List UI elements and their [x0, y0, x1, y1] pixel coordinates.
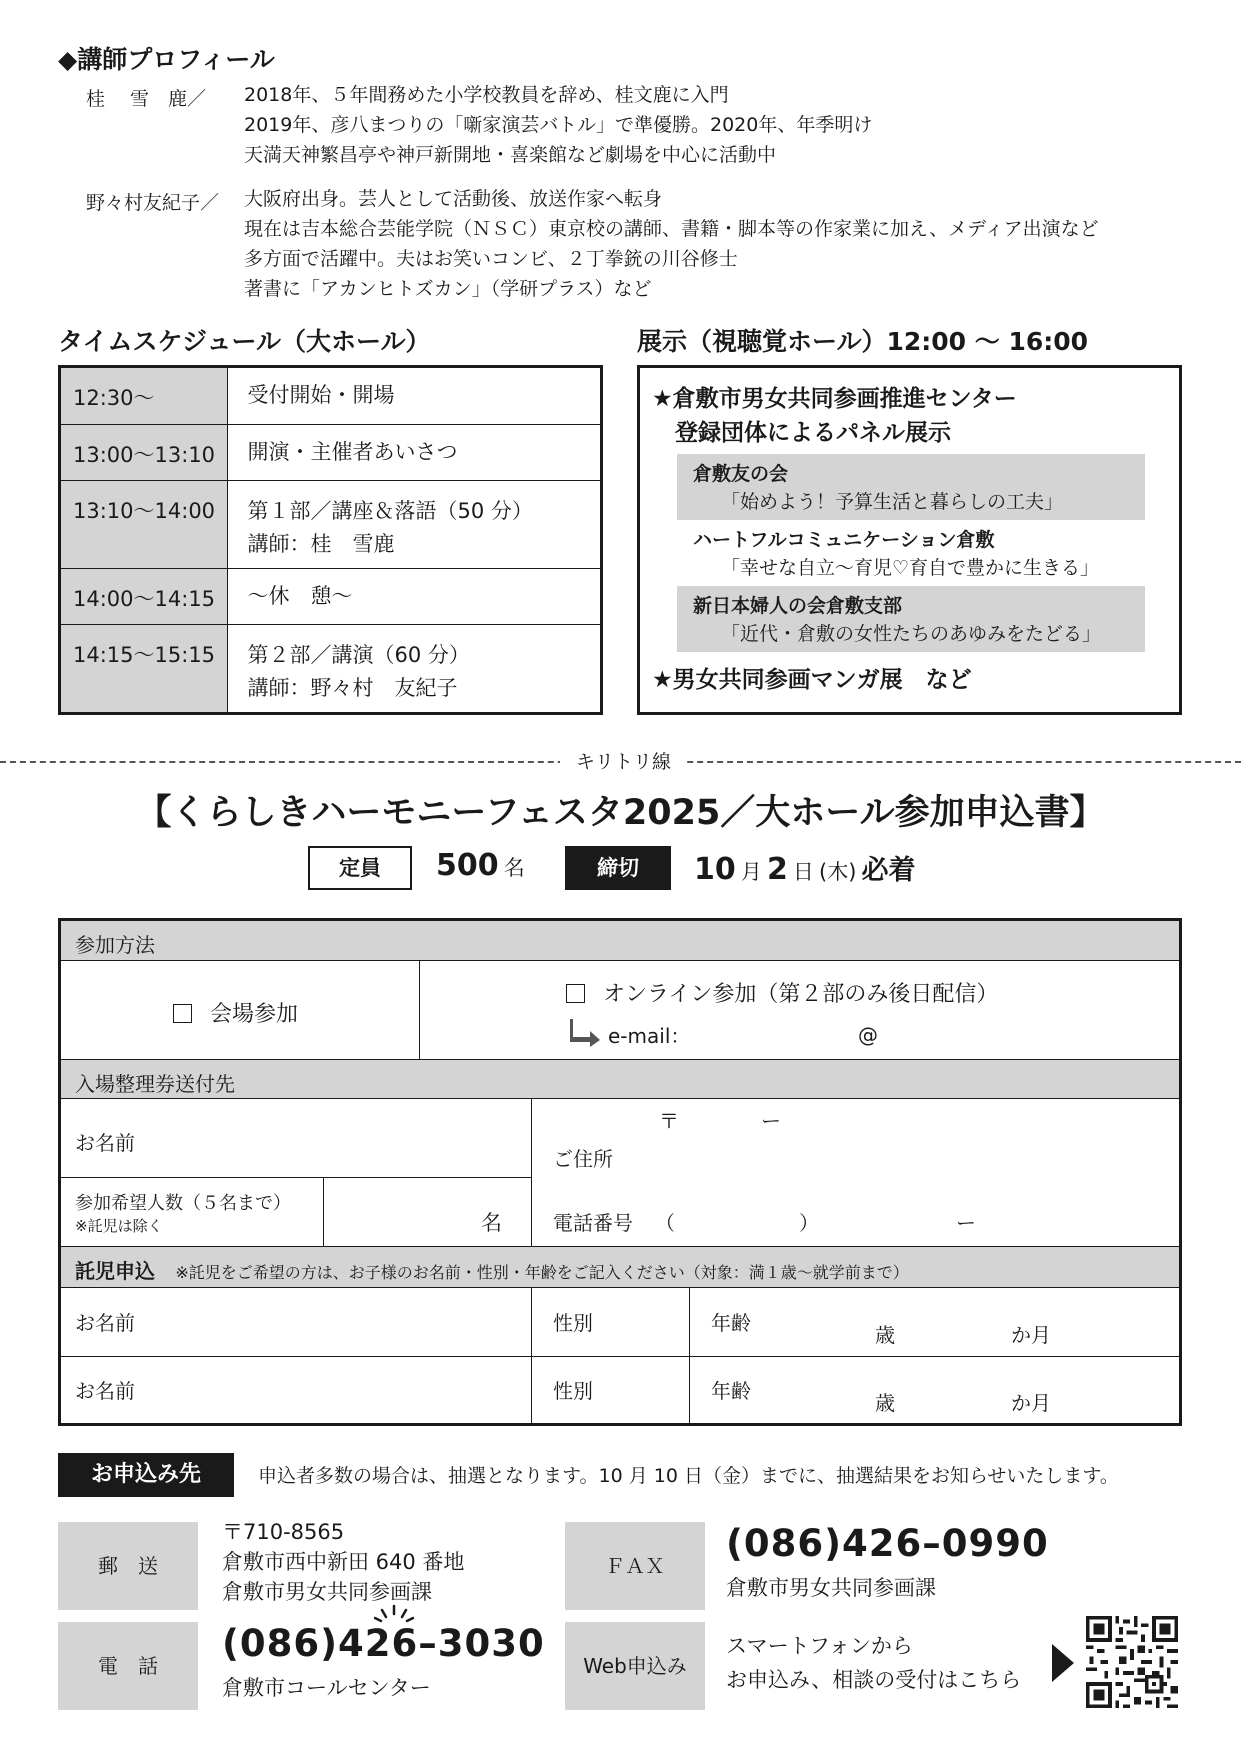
bio-line: 多方面で活躍中。夫はお笑いコンビ、２丁拳銃の川谷修士 — [244, 248, 738, 270]
count-field[interactable]: 名 — [481, 1211, 502, 1235]
postal-dash: ー — [761, 1109, 781, 1133]
method-header: 参加方法 — [61, 921, 1179, 961]
schedule-time: 13:10～14:00 — [61, 480, 227, 568]
child-age-field[interactable]: 年齢 — [711, 1311, 751, 1335]
bio-line: 天満天神繁昌亭や神戸新開地・喜楽館など劇場を中心に活動中 — [244, 144, 777, 166]
age-years-unit: 歳 — [875, 1323, 895, 1347]
child-name-field[interactable]: お名前 — [75, 1379, 135, 1403]
fax-dept: 倉敷市男女共同参画課 — [726, 1576, 936, 1600]
ticket-header: 入場整理券送付先 — [61, 1059, 1179, 1099]
qr-code-icon[interactable] — [1086, 1616, 1178, 1708]
lecturer-name: 野々村友紀子／ — [86, 192, 220, 214]
bio-line: 2019年、彦八まつりの「噺家演芸バトル」で準優勝。2020年、年季明け — [244, 114, 873, 136]
phone-close: ） — [799, 1211, 819, 1235]
exhibit-box — [637, 365, 1182, 715]
web-label: Web申込み — [565, 1622, 705, 1710]
lecturer-bio — [244, 184, 1099, 304]
checkbox[interactable] — [173, 1004, 192, 1023]
address-field[interactable]: ご住所 — [553, 1147, 613, 1171]
schedule-row — [61, 624, 600, 712]
schedule-time: 13:00～13:10 — [61, 424, 227, 480]
profile-heading: ◆講師プロフィール — [58, 45, 275, 74]
mail-label: 郵 送 — [58, 1522, 198, 1610]
exhibit-heading: 展示（視聴覚ホール）12:00 ～ 16:00 — [637, 327, 1089, 356]
schedule-row — [61, 480, 600, 568]
schedule-row — [61, 368, 600, 424]
postal-mark: 〒 — [659, 1109, 679, 1133]
exhibit-item: 倉敷友の会 「始めよう！予算生活と暮らしの工夫」 — [677, 454, 1145, 520]
child-gender-field[interactable]: 性別 — [553, 1311, 593, 1335]
checkbox[interactable] — [566, 984, 585, 1003]
schedule-time: 12:30～ — [61, 368, 227, 424]
cut-line-label: キリトリ線 — [560, 747, 687, 774]
phone-label: 電 話 — [58, 1622, 198, 1710]
mail-address: 〒710-8565 倉敷市西中新田 640 番地 倉敷市男女共同参画課 — [222, 1520, 465, 1604]
schedule-heading: タイムスケジュール（大ホール） — [58, 327, 431, 356]
bio-line: 2018年、５年間務めた小学校教員を辞め、桂文鹿に入門 — [244, 84, 729, 106]
schedule-time: 14:00～14:15 — [61, 568, 227, 624]
schedule-event: 受付開始・開場 — [227, 368, 600, 424]
schedule-row — [61, 424, 600, 480]
phone-open: （ — [655, 1211, 675, 1235]
schedule-time: 14:15～15:15 — [61, 624, 227, 712]
schedule-row — [61, 568, 600, 624]
fax-label: ＦＡＸ — [565, 1522, 705, 1610]
age-months-unit: か月 — [1011, 1323, 1051, 1347]
venue-option[interactable]: 会場参加 — [173, 997, 298, 1028]
child-name-field[interactable]: お名前 — [75, 1311, 135, 1335]
application-form — [58, 918, 1182, 1426]
bio-line: 著書に「アカンヒトズカン」（学研プラス）など — [244, 278, 652, 300]
child-age-field[interactable]: 年齢 — [711, 1379, 751, 1403]
email-at: @ — [858, 1023, 878, 1047]
phone-number[interactable]: (086)426–3030 — [222, 1622, 545, 1665]
count-label: 参加希望人数（５名まで） ※託児は除く — [75, 1193, 291, 1235]
schedule-table — [58, 365, 603, 715]
play-arrow-icon — [1052, 1644, 1074, 1682]
lecturer-bio — [244, 80, 872, 170]
exhibit-star-item: ★倉敷市男女共同参画推進センター 登録団体によるパネル展示 — [652, 386, 1017, 446]
apply-tag: お申込み先 — [58, 1453, 234, 1497]
deadline-label: 締切 — [565, 846, 671, 890]
phone-dash: ー — [956, 1211, 976, 1235]
fax-number: (086)426–0990 — [726, 1522, 1049, 1565]
schedule-event: 第１部／講座＆落語（50 分） 講師：桂 雪鹿 — [227, 480, 600, 568]
schedule-event: 開演・主催者あいさつ — [227, 424, 600, 480]
web-text: スマートフォンから お申込み、相談の受付はこちら — [726, 1634, 1022, 1692]
apply-note: 申込者多数の場合は、抽選となります。10 月 10 日（金）までに、抽選結果をお知らせいたします。 — [258, 1465, 1119, 1487]
phone-field[interactable]: 電話番号 — [553, 1211, 633, 1235]
schedule-event: ～休 憩～ — [227, 568, 600, 624]
form-title: 【くらしきハーモニーフェスタ2025／大ホール参加申込書】 — [136, 793, 1105, 833]
age-months-unit: か月 — [1011, 1391, 1051, 1415]
capacity-label: 定員 — [308, 846, 412, 890]
lecturer-name: 桂 雪 鹿／ — [86, 88, 207, 110]
exhibit-item: ハートフルコミュニケーション倉敷 「幸せな自立～育児♡育自で豊かに生きる」 — [693, 529, 1100, 579]
online-option[interactable]: オンライン参加（第２部のみ後日配信） — [566, 977, 998, 1008]
arrow-right-icon — [570, 1019, 602, 1047]
email-field[interactable]: e-mail： — [570, 1019, 690, 1049]
bio-line: 大阪府出身。芸人として活動後、放送作家へ転身 — [244, 188, 663, 210]
bio-line: 現在は吉本総合芸能学院（ＮＳＣ）東京校の講師、書籍・脚本等の作家業に加え、メディア出演など — [244, 218, 1099, 240]
phone-dept: 倉敷市コールセンター — [222, 1676, 431, 1700]
exhibit-item: 新日本婦人の会倉敷支部 「近代・倉敷の女性たちのあゆみをたどる」 — [677, 586, 1145, 652]
deadline-value: 10 月 2 日 (木) 必着 — [694, 852, 916, 887]
childcare-header: 託児申込 ※託児をご希望の方は、お子様のお名前・性別・年齢をご記入ください（対象：満１歳～就学前まで） — [61, 1246, 1179, 1288]
age-years-unit: 歳 — [875, 1391, 895, 1415]
schedule-event: 第２部／講演（60 分） 講師：野々村 友紀子 — [247, 642, 470, 700]
capacity-value: 500 名 — [436, 848, 525, 883]
child-gender-field[interactable]: 性別 — [553, 1379, 593, 1403]
name-field[interactable]: お名前 — [75, 1131, 135, 1155]
exhibit-star-item: ★男女共同参画マンガ展 など — [652, 667, 972, 693]
